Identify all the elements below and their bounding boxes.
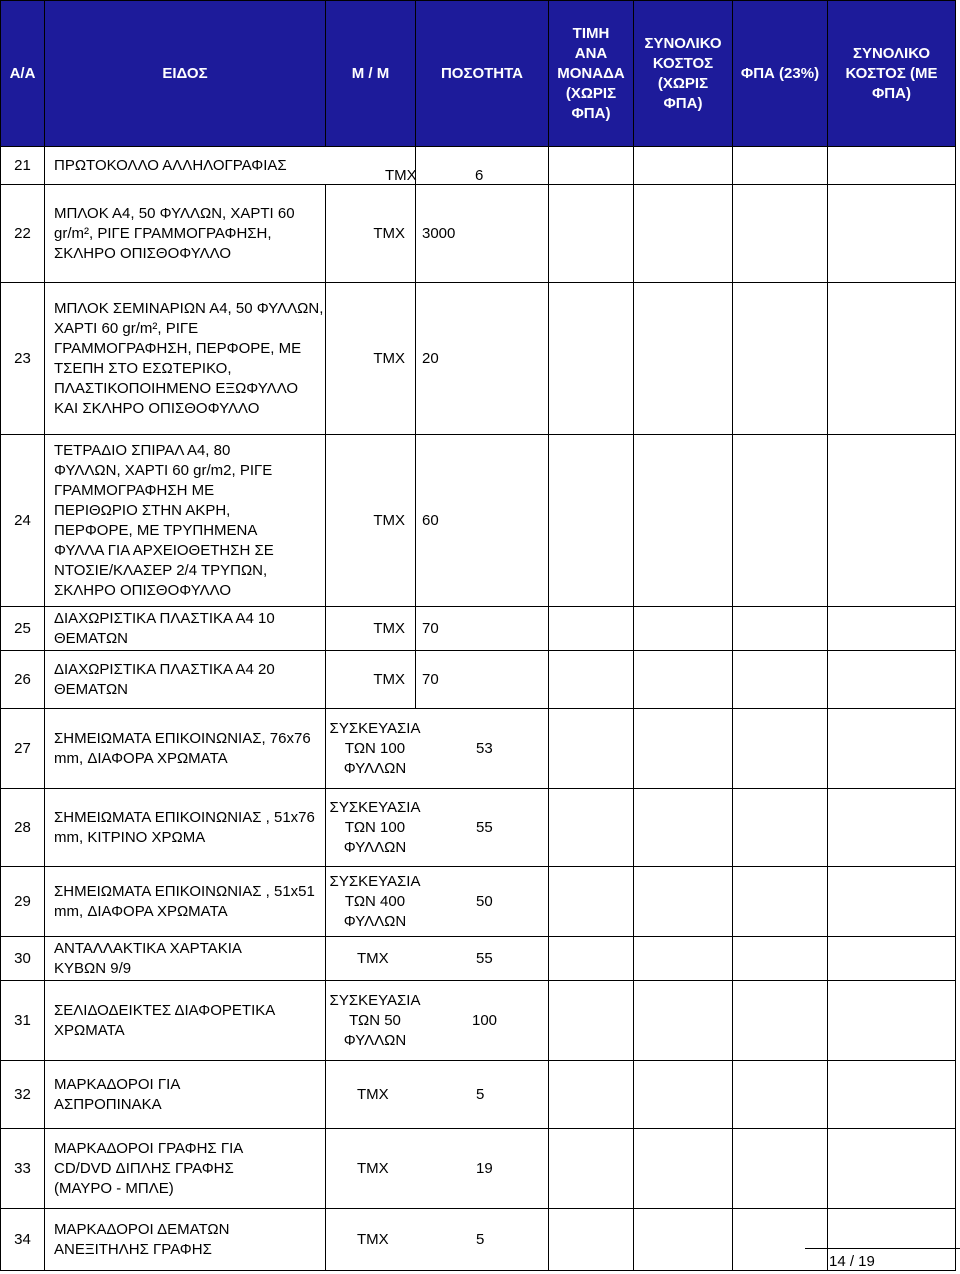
row-description: ΣΕΛΙΔΟΔΕΙΚΤΕΣ ΔΙΑΦΟΡΕΤΙΚΑ ΧΡΩΜΑΤΑ <box>45 981 326 1061</box>
row-unit: ΤΜΧ <box>357 1085 389 1103</box>
table-row <box>1 607 956 651</box>
row-unit-qty <box>326 1209 549 1271</box>
row-number: 31 <box>1 981 45 1061</box>
row-total-vat <box>828 981 956 1061</box>
row-quantity: 70 <box>416 651 549 709</box>
row-vat <box>733 709 828 789</box>
table-row <box>1 981 956 1061</box>
row-number: 25 <box>1 607 45 651</box>
row-unit-price <box>549 435 634 607</box>
row-description: ΠΡΩΤΟΚΟΛΛΟ ΑΛΛΗΛΟΓΡΑΦΙΑΣ <box>45 147 416 185</box>
row-unit-qty <box>326 1129 549 1209</box>
table-row <box>1 789 956 867</box>
row-unit: ΣΥΣΚΕΥΑΣΙΑ ΤΩΝ 100 ΦΥΛΛΩΝ <box>329 798 421 856</box>
row-unit: ΣΥΣΚΕΥΑΣΙΑ ΤΩΝ 100 ΦΥΛΛΩΝ <box>329 719 421 777</box>
row-vat <box>733 607 828 651</box>
row-total-vat <box>828 147 956 185</box>
row-total-vat <box>828 435 956 607</box>
row-total-vat <box>828 867 956 937</box>
header-vat: ΦΠΑ (23%) <box>733 1 828 147</box>
row-total-no-vat <box>634 607 733 651</box>
row-unit-qty <box>326 937 549 981</box>
row-unit-qty <box>326 867 549 937</box>
row-total-no-vat <box>634 1061 733 1129</box>
table-row <box>1 937 956 981</box>
row-quantity: 3000 <box>416 185 549 283</box>
row-number: 29 <box>1 867 45 937</box>
row-vat <box>733 867 828 937</box>
table-row <box>1 1061 956 1129</box>
header-unit-price: ΤΙΜΗ ΑΝΑ ΜΟΝΑΔΑ (ΧΩΡΙΣ ΦΠΑ) <box>549 1 634 147</box>
row-total-vat <box>828 937 956 981</box>
row-total-no-vat <box>634 937 733 981</box>
table-row <box>1 651 956 709</box>
row-total-no-vat <box>634 789 733 867</box>
row-vat <box>733 651 828 709</box>
table-row <box>1 709 956 789</box>
row-unit-price <box>549 607 634 651</box>
row-vat <box>733 147 828 185</box>
row-total-no-vat <box>634 1209 733 1271</box>
row-unit-price <box>549 981 634 1061</box>
row-unit-price <box>549 867 634 937</box>
page-number: 14 / 19 <box>829 1253 875 1270</box>
row-unit-price <box>549 1129 634 1209</box>
row-vat <box>733 981 828 1061</box>
row-vat <box>733 1061 828 1129</box>
row-unit-price <box>549 147 634 185</box>
row-total-vat <box>828 1061 956 1129</box>
row-qty-value: 100 <box>472 1011 498 1029</box>
table-row <box>1 283 956 435</box>
table-row <box>1 1209 956 1271</box>
row-qty-value: 53 <box>476 739 493 757</box>
row-vat <box>733 283 828 435</box>
row-quantity: 70 <box>416 607 549 651</box>
row-qty-value: 55 <box>476 949 493 967</box>
row-unit-qty <box>326 709 549 789</box>
row-unit-price <box>549 789 634 867</box>
row-number: 33 <box>1 1129 45 1209</box>
row-qty-value: 5 <box>476 1085 485 1103</box>
row-total-no-vat <box>634 709 733 789</box>
row-total-no-vat <box>634 1129 733 1209</box>
row-total-vat <box>828 185 956 283</box>
row-unit-price <box>549 1209 634 1271</box>
row-number: 27 <box>1 709 45 789</box>
table-row <box>1 147 956 185</box>
row-unit-price <box>549 283 634 435</box>
table-row <box>1 435 956 607</box>
row-unit-qty <box>326 789 549 867</box>
row-unit-qty <box>326 981 549 1061</box>
row-qty-value: 55 <box>476 818 493 836</box>
row-total-vat <box>828 283 956 435</box>
footer-divider <box>805 1248 960 1249</box>
row-description: ΜΠΛΟΚ Α4, 50 ΦΥΛΛΩΝ, ΧΑΡΤΙ 60 gr/m², ΡΙΓΕ ΓΡΑΜΜΟΓΡΑΦΗΣΗ, ΣΚΛΗΡΟ ΟΠΙΣΘΟΦΥΛΛΟ <box>45 185 326 283</box>
row-qty-value: 50 <box>476 892 493 910</box>
row-description: ΣΗΜΕΙΩΜΑΤΑ ΕΠΙΚΟΙΝΩΝΙΑΣ , 51x51 mm, ΔΙΑΦΟΡΑ ΧΡΩΜΑΤΑ <box>45 867 326 937</box>
header-total-no-vat: ΣΥΝΟΛΙΚΟ ΚΟΣΤΟΣ (ΧΩΡΙΣ ΦΠΑ) <box>634 1 733 147</box>
row-qty-value: 5 <box>476 1230 485 1248</box>
row-unit: ΣΥΣΚΕΥΑΣΙΑ ΤΩΝ 50 ΦΥΛΛΩΝ <box>329 991 421 1049</box>
row-unit: ΤΜΧ <box>326 283 416 435</box>
row-unit: ΣΥΣΚΕΥΑΣΙΑ ΤΩΝ 400 ΦΥΛΛΩΝ <box>329 872 421 930</box>
row-total-no-vat <box>634 651 733 709</box>
header-quantity: ΠΟΣΟΤΗΤΑ <box>416 1 549 147</box>
row-number: 21 <box>1 147 45 185</box>
row-total-no-vat <box>634 147 733 185</box>
row-unit-price <box>549 1061 634 1129</box>
row-vat <box>733 185 828 283</box>
row-unit-price <box>549 185 634 283</box>
row-total-vat <box>828 789 956 867</box>
table-row <box>1 1129 956 1209</box>
row-total-no-vat <box>634 283 733 435</box>
row-total-vat <box>828 1129 956 1209</box>
row-unit: ΤΜΧ <box>357 949 389 967</box>
row-number: 23 <box>1 283 45 435</box>
row-number: 26 <box>1 651 45 709</box>
row-total-no-vat <box>634 185 733 283</box>
row-number: 32 <box>1 1061 45 1129</box>
row-quantity: 60 <box>416 435 549 607</box>
table-row <box>1 867 956 937</box>
row-vat <box>733 1129 828 1209</box>
row-number: 22 <box>1 185 45 283</box>
row-quantity: 20 <box>416 283 549 435</box>
row-quantity <box>385 147 549 185</box>
row-total-vat <box>828 607 956 651</box>
row-total-no-vat <box>634 435 733 607</box>
row-description: ΣΗΜΕΙΩΜΑΤΑ ΕΠΙΚΟΙΝΩΝΙΑΣ , 51x76 mm, ΚΙΤΡΙΝΟ ΧΡΩΜΑ <box>45 789 326 867</box>
row-unit-price <box>549 937 634 981</box>
row-description: ΔΙΑΧΩΡΙΣΤΙΚΑ ΠΛΑΣΤΙΚΑ Α4 20 ΘΕΜΑΤΩΝ <box>45 651 326 709</box>
row-total-vat <box>828 709 956 789</box>
row-total-vat <box>828 651 956 709</box>
row-unit: ΤΜΧ <box>357 1159 389 1177</box>
row-unit: ΤΜΧ <box>357 1230 389 1248</box>
row-number: 30 <box>1 937 45 981</box>
row-description: ΜΑΡΚΑΔΟΡΟΙ ΓΙΑ ΑΣΠΡΟΠΙΝΑΚΑ <box>45 1061 326 1129</box>
row-number: 28 <box>1 789 45 867</box>
row-vat <box>733 789 828 867</box>
row-vat <box>733 1209 828 1271</box>
row-description: ΜΠΛΟΚ ΣΕΜΙΝΑΡΙΩΝ Α4, 50 ΦΥΛΛΩΝ, ΧΑΡΤΙ 60 gr/m², ΡΙΓΕ ΓΡΑΜΜΟΓΡΑΦΗΣΗ, ΠΕΡΦΟΡΕ, ΜΕ ΤΣΕΠΗ ΣΤΟ ΕΣΩΤΕΡΙΚΟ, ΠΛΑΣΤΙΚΟΠΟΙΗΜΕΝΟ ΕΞΩΦΥΛΛΟ ΚΑΙ ΣΚΛΗΡΟ ΟΠΙΣΘΟΦΥΛΛΟ <box>45 283 326 435</box>
row-unit-price <box>549 651 634 709</box>
row-description: ΤΕΤΡΑΔΙΟ ΣΠΙΡΑΛ Α4, 80 ΦΥΛΛΩΝ, ΧΑΡΤΙ 60 gr/m2, ΡΙΓΕ ΓΡΑΜΜΟΓΡΑΦΗΣΗ ΜΕ ΠΕΡΙΘΩΡΙΟ ΣΤΗΝ ΑΚΡΗ, ΠΕΡΦΟΡΕ, ΜΕ ΤΡΥΠΗΜΕΝΑ ΦΥΛΛΑ ΓΙΑ ΑΡΧΕΙΟΘΕΤΗΣΗ ΣΕ ΝΤΟΣΙΕ/ΚΛΑΣΕΡ 2/4 ΤΡΥΠΩΝ, ΣΚΛΗΡΟ ΟΠΙΣΘΟΦΥΛΛΟ <box>45 435 326 607</box>
row-number: 34 <box>1 1209 45 1271</box>
row-unit-qty <box>326 1061 549 1129</box>
table-row <box>1 185 956 283</box>
row-description: ΜΑΡΚΑΔΟΡΟΙ ΓΡΑΦΗΣ ΓΙΑ CD/DVD ΔΙΠΛΗΣ ΓΡΑΦΗΣ (ΜΑΥΡΟ - ΜΠΛΕ) <box>45 1129 326 1209</box>
row-unit-price <box>549 709 634 789</box>
header-row <box>1 1 956 147</box>
row-unit: ΤΜΧ <box>385 166 417 184</box>
row-description: ΜΑΡΚΑΔΟΡΟΙ ΔΕΜΑΤΩΝ ΑΝΕΞΙΤΗΛΗΣ ΓΡΑΦΗΣ <box>45 1209 326 1271</box>
row-vat <box>733 937 828 981</box>
row-qty-value: 6 <box>475 166 484 184</box>
row-unit: ΤΜΧ <box>326 607 416 651</box>
row-unit: ΤΜΧ <box>326 185 416 283</box>
row-unit: ΤΜΧ <box>326 435 416 607</box>
row-vat <box>733 435 828 607</box>
header-unit: Μ / Μ <box>326 1 416 147</box>
row-description: ΣΗΜΕΙΩΜΑΤΑ ΕΠΙΚΟΙΝΩΝΙΑΣ, 76x76 mm, ΔΙΑΦΟΡΑ ΧΡΩΜΑΤΑ <box>45 709 326 789</box>
header-aa: Α/Α <box>1 1 45 147</box>
header-total-vat: ΣΥΝΟΛΙΚΟ ΚΟΣΤΟΣ (ΜΕ ΦΠΑ) <box>828 1 956 147</box>
row-total-no-vat <box>634 867 733 937</box>
row-qty-value: 19 <box>476 1159 493 1177</box>
header-item: ΕΙΔΟΣ <box>45 1 326 147</box>
row-unit: ΤΜΧ <box>326 651 416 709</box>
row-number: 24 <box>1 435 45 607</box>
row-total-no-vat <box>634 981 733 1061</box>
row-description: ΔΙΑΧΩΡΙΣΤΙΚΑ ΠΛΑΣΤΙΚΑ Α4 10 ΘΕΜΑΤΩΝ <box>45 607 326 651</box>
row-description: ΑΝΤΑΛΛΑΚΤΙΚΑ ΧΑΡΤΑΚΙΑ ΚΥΒΩΝ 9/9 <box>45 937 326 981</box>
